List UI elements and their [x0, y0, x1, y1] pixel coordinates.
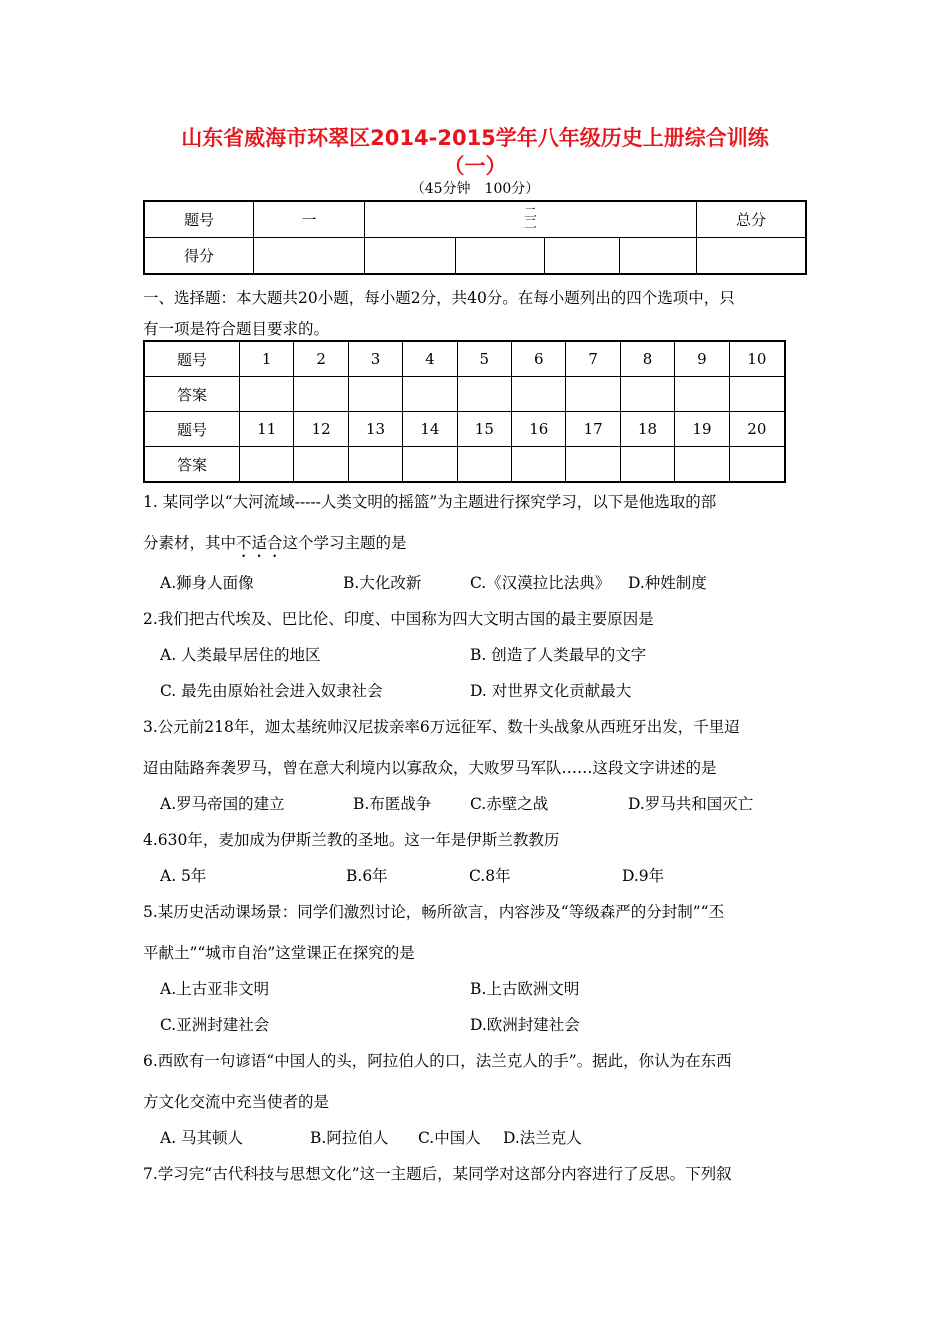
ans-cell — [566, 447, 620, 483]
section1-instruction-line1: 一、选择题：本大题共20小题，每小题2分，共40分。在每小题列出的四个选项中，只 — [143, 289, 735, 307]
q1-option-c: C.《汉漠拉比法典》 — [470, 574, 611, 592]
q4-stem: 4.630年，麦加成为伊斯兰教的圣地。这一年是伊斯兰教教历 — [143, 831, 560, 849]
q2-stem: 2.我们把古代埃及、巴比伦、印度、中国称为四大文明古国的最主要原因是 — [143, 610, 654, 628]
score-table — [143, 200, 807, 275]
ans-label: 答案 — [144, 447, 240, 483]
q4-option-c: C.8年 — [469, 867, 511, 885]
num-cell: 5 — [457, 341, 511, 377]
num-cell: 16 — [512, 412, 566, 447]
q3-stem-line2: 迢由陆路奔袭罗马，曾在意大利境内以寡敌众，大败罗马军队……这段文字讲述的是 — [143, 759, 717, 777]
q3-option-d: D.罗马共和国灭亡 — [628, 795, 754, 813]
num-cell: 12 — [294, 412, 348, 447]
q6-option-d: D.法兰克人 — [503, 1129, 582, 1147]
num-label: 题号 — [144, 341, 240, 377]
q1-option-b: B.大化改新 — [343, 574, 422, 592]
time-score-note: （45分钟 100分） — [410, 181, 540, 197]
num-cell: 13 — [348, 412, 402, 447]
q5-option-c: C.亚洲封建社会 — [160, 1016, 270, 1034]
q1-stem-post: 这个学习主题的是 — [282, 534, 407, 552]
ans-cell — [240, 377, 294, 412]
num-cell: 6 — [512, 341, 566, 377]
num-cell: 17 — [566, 412, 620, 447]
q6-option-b: B.阿拉伯人 — [310, 1129, 389, 1147]
ans-cell — [512, 447, 566, 483]
num-cell: 8 — [620, 341, 674, 377]
score-header-cell — [365, 201, 697, 238]
num-cell: 15 — [457, 412, 511, 447]
ans-cell — [403, 447, 457, 483]
q2-option-d: D. 对世界文化贡献最大 — [470, 682, 632, 700]
q1-option-d: D.种姓制度 — [628, 574, 707, 592]
num-cell: 14 — [403, 412, 457, 447]
q5-stem-line2: 平献土”“城市自治”这堂课正在探究的是 — [143, 944, 415, 962]
answer-table-row — [144, 447, 785, 483]
num-cell: 18 — [620, 412, 674, 447]
ans-cell — [675, 377, 729, 412]
num-cell: 7 — [566, 341, 620, 377]
q2-option-a: A. 人类最早居住的地区 — [160, 646, 321, 664]
q2-option-c: C. 最先由原始社会进入奴隶社会 — [160, 682, 383, 700]
score-header-cell: 总分 — [697, 201, 807, 238]
answer-table — [143, 340, 786, 483]
score-header-cell: 一 — [254, 201, 365, 238]
q6-option-c: C.中国人 — [418, 1129, 481, 1147]
section1-instruction-line2: 有一项是符合题目要求的。 — [143, 320, 330, 338]
ans-cell — [566, 377, 620, 412]
score-cell — [697, 238, 807, 275]
ans-cell — [729, 377, 785, 412]
q6-option-a: A. 马其顿人 — [160, 1129, 244, 1147]
ans-cell — [457, 377, 511, 412]
ans-cell — [675, 447, 729, 483]
num-cell: 2 — [294, 341, 348, 377]
score-cell — [254, 238, 365, 275]
q3-stem-line1: 3.公元前218年，迦太基统帅汉尼拔亲率6万远征军、数十头战象从西班牙出发，千里迢 — [143, 718, 740, 736]
q3-option-b: B.布匿战争 — [353, 795, 432, 813]
page-title-line2: （一） — [443, 154, 507, 178]
score-cell — [365, 238, 456, 275]
num-cell: 19 — [675, 412, 729, 447]
ans-cell — [512, 377, 566, 412]
q1-stem-line2 — [143, 531, 407, 561]
score-row-label: 得分 — [144, 238, 254, 275]
ans-cell — [620, 447, 674, 483]
ans-cell — [457, 447, 511, 483]
q1-stem-pre: 分素材，其中 — [143, 534, 237, 552]
q3-option-a: A.罗马帝国的建立 — [160, 795, 285, 813]
ans-cell — [620, 377, 674, 412]
q5-stem-line1: 5.某历史活动课场景：同学们激烈讨论，畅所欲言，内容涉及“等级森严的分封制”“丕 — [143, 903, 725, 921]
ans-cell — [729, 447, 785, 483]
answer-table-row — [144, 341, 785, 377]
ans-cell — [240, 447, 294, 483]
answer-table-row — [144, 412, 785, 447]
score-header-two: 二 — [523, 205, 537, 221]
answer-table-row — [144, 377, 785, 412]
q5-option-d: D.欧洲封建社会 — [470, 1016, 580, 1034]
ans-label: 答案 — [144, 377, 240, 412]
ans-cell — [348, 447, 402, 483]
q4-option-b: B.6年 — [346, 867, 388, 885]
score-cell — [620, 238, 697, 275]
q1-emphasis: 不适合 — [236, 534, 283, 552]
q1-option-a: A.狮身人面像 — [160, 574, 254, 592]
num-cell: 4 — [403, 341, 457, 377]
score-header-split — [523, 205, 537, 232]
q6-stem-line1: 6.西欧有一句谚语“中国人的头，阿拉伯人的口，法兰克人的手”。据此，你认为在东西 — [143, 1052, 732, 1070]
ans-cell — [294, 447, 348, 483]
q3-option-c: C.赤壁之战 — [470, 795, 549, 813]
score-cell — [545, 238, 620, 275]
num-cell: 3 — [348, 341, 402, 377]
q1-stem-line1: 1. 某同学以“大河流域-----人类文明的摇篮”为主题进行探究学习，以下是他选取的部 — [143, 493, 717, 511]
num-label: 题号 — [144, 412, 240, 447]
num-cell: 11 — [240, 412, 294, 447]
ans-cell — [403, 377, 457, 412]
q5-option-b: B.上古欧洲文明 — [470, 980, 580, 998]
score-header-two-sub: 二 — [523, 216, 537, 232]
q4-option-a: A. 5年 — [160, 867, 207, 885]
ans-cell — [294, 377, 348, 412]
q6-stem-line2: 方文化交流中充当使者的是 — [143, 1093, 330, 1111]
q4-option-d: D.9年 — [622, 867, 665, 885]
q7-stem-line1: 7.学习完“古代科技与思想文化”这一主题后，某同学对这部分内容进行了反思。下列叙 — [143, 1165, 732, 1183]
num-cell: 10 — [729, 341, 785, 377]
num-cell: 20 — [729, 412, 785, 447]
num-cell: 1 — [240, 341, 294, 377]
q5-option-a: A.上古亚非文明 — [160, 980, 270, 998]
page-title: 山东省威海市环翠区2014-2015学年八年级历史上册综合训练 — [181, 126, 769, 150]
score-cell — [456, 238, 545, 275]
ans-cell — [348, 377, 402, 412]
q2-option-b: B. 创造了人类最早的文字 — [470, 646, 647, 664]
num-cell: 9 — [675, 341, 729, 377]
score-header-cell: 题号 — [144, 201, 254, 238]
